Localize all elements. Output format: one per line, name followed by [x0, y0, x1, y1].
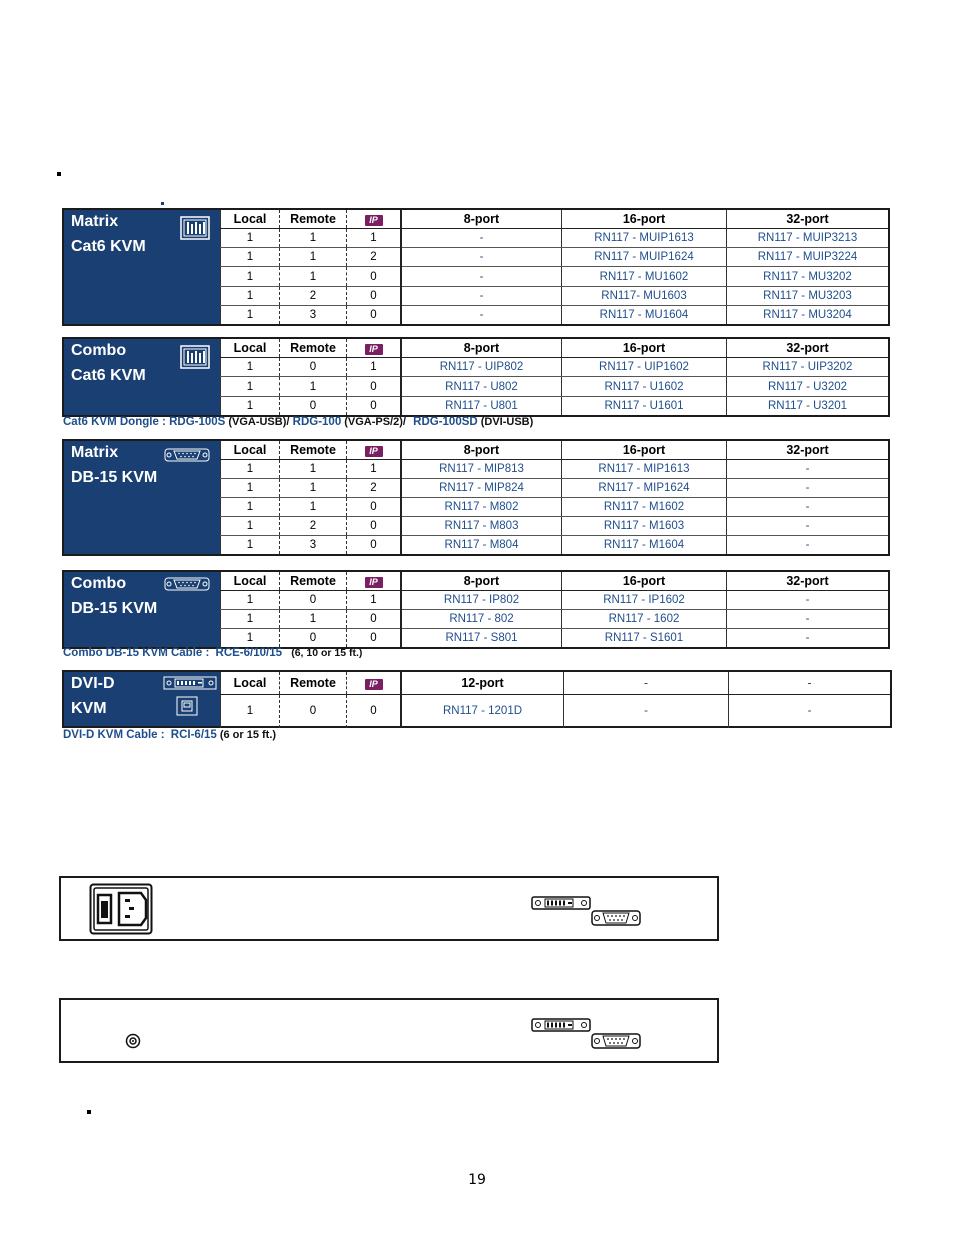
cell-remote: 1	[280, 248, 347, 267]
cell-local: 1	[221, 377, 280, 396]
cell-32port: RN117 - MU3202	[727, 267, 889, 286]
header-32port: 32-port	[727, 572, 889, 591]
cell-ip: 0	[347, 694, 402, 728]
cell-32port: RN117 - MU3203	[727, 286, 889, 305]
cell-8port: RN117 - S801	[401, 629, 562, 648]
table-row	[221, 460, 889, 479]
cell-local: 1	[221, 229, 280, 248]
cell-32port: RN117 - MU3204	[727, 305, 889, 324]
header-remote: Remote	[280, 210, 347, 229]
product-code: RDG-100	[292, 416, 342, 428]
header-8port: 8-port	[401, 441, 562, 460]
cell-ip: 0	[347, 498, 402, 517]
header-local: Local	[221, 441, 280, 460]
category-subtitle: DB-15 KVM	[71, 600, 158, 617]
cell-remote: 1	[280, 479, 347, 498]
cell-32port: -	[729, 694, 891, 728]
header-16port: 16-port	[562, 441, 727, 460]
table-sidebar	[64, 441, 220, 554]
category-subtitle: DB-15 KVM	[71, 469, 158, 486]
header-8port: 8-port	[401, 210, 562, 229]
cat6-jack-icon	[180, 345, 210, 374]
header-16port: 16-port	[562, 339, 727, 358]
cell-remote: 1	[280, 229, 347, 248]
header-local: Local	[221, 210, 280, 229]
table-sidebar	[64, 572, 220, 647]
dvi-port-icon	[531, 1017, 591, 1038]
cell-remote: 3	[280, 536, 347, 555]
cell-32port: RN117 - MUIP3224	[727, 248, 889, 267]
cell-ip: 0	[347, 536, 402, 555]
cell-8port: RN117 - U802	[401, 377, 562, 396]
header-ip	[347, 572, 402, 591]
category-subtitle: Cat6 KVM	[71, 238, 146, 255]
kvm-table-matrix-db15	[62, 439, 890, 556]
rear-panel-ac	[59, 876, 719, 941]
table-row	[221, 267, 889, 286]
product-desc: (6, 10 or 15 ft.)	[291, 647, 363, 659]
model-table	[220, 441, 888, 554]
table-row	[221, 591, 889, 610]
vga-db15-port-icon	[164, 575, 210, 598]
table-row	[221, 377, 889, 396]
cell-ip: 1	[347, 358, 402, 377]
cell-16port: RN117 - MUIP1613	[562, 229, 727, 248]
cell-8port: RN117 - M802	[401, 498, 562, 517]
cell-16port: RN117 - 1602	[562, 610, 727, 629]
product-code: RCI-6/15	[170, 729, 217, 741]
product-code: RCE-6/10/15	[215, 647, 283, 659]
dvi-port-icon	[163, 676, 217, 695]
cell-remote: 0	[280, 591, 347, 610]
header-32port: 32-port	[727, 339, 889, 358]
ip-badge-icon: IP	[365, 344, 383, 355]
cell-16port: -	[564, 694, 729, 728]
header-local: Local	[221, 672, 280, 694]
table-row	[221, 536, 889, 555]
vga-db15-port-icon	[164, 446, 210, 469]
table-row	[221, 229, 889, 248]
cell-8port: RN117 - IP802	[401, 591, 562, 610]
table-header	[221, 672, 891, 694]
category-subtitle: Cat6 KVM	[71, 367, 146, 384]
cell-remote: 0	[280, 358, 347, 377]
cell-32port: RN117 - UIP3202	[727, 358, 889, 377]
cell-8port: RN117 - M803	[401, 517, 562, 536]
cell-8port: -	[401, 267, 562, 286]
table-row	[221, 286, 889, 305]
header-remote: Remote	[280, 441, 347, 460]
model-table	[220, 672, 890, 728]
table-header	[221, 572, 889, 591]
cell-32port: -	[727, 479, 889, 498]
table-sidebar	[64, 210, 220, 324]
cell-ip: 0	[347, 517, 402, 536]
category-title: Matrix	[71, 444, 119, 461]
cell-8port: -	[401, 229, 562, 248]
cell-remote: 0	[280, 629, 347, 648]
cell-16port: RN117 - MU1602	[562, 267, 727, 286]
cat6-dongle-note	[63, 416, 533, 428]
note-label: Cat6 KVM Dongle :	[63, 416, 166, 428]
table-sidebar	[64, 672, 220, 726]
cell-remote: 1	[280, 498, 347, 517]
header-ip	[347, 339, 402, 358]
usb-b-port-icon	[176, 696, 198, 721]
cell-8port: RN117 - U801	[401, 396, 562, 415]
cell-32port: -	[727, 591, 889, 610]
cell-local: 1	[221, 248, 280, 267]
header-remote: Remote	[280, 572, 347, 591]
cell-16port: RN117 - MUIP1624	[562, 248, 727, 267]
product-desc: (VGA-PS/2)/	[344, 416, 406, 428]
cell-32port: -	[727, 517, 889, 536]
table-row	[221, 248, 889, 267]
cell-local: 1	[221, 591, 280, 610]
cell-32port: RN117 - U3202	[727, 377, 889, 396]
dvi-cable-note	[63, 729, 276, 741]
table-header	[221, 339, 889, 358]
ac-power-inlet-icon	[89, 883, 153, 940]
header-8port: 8-port	[401, 572, 562, 591]
cell-local: 1	[221, 460, 280, 479]
header-remote: Remote	[280, 339, 347, 358]
vga-port-icon	[591, 1032, 641, 1055]
cell-16port: RN117 - M1602	[562, 498, 727, 517]
cell-8port: RN117 - MIP813	[401, 460, 562, 479]
cell-16port: RN117 - M1603	[562, 517, 727, 536]
cell-32port: -	[727, 460, 889, 479]
cell-ip: 0	[347, 305, 402, 324]
cell-local: 1	[221, 498, 280, 517]
cell-32port: -	[727, 610, 889, 629]
table-header	[221, 441, 889, 460]
model-table	[220, 572, 888, 647]
cell-local: 1	[221, 286, 280, 305]
cell-remote: 3	[280, 305, 347, 324]
table-row	[221, 358, 889, 377]
model-table	[220, 210, 888, 324]
table-row	[221, 479, 889, 498]
header-32port: -	[729, 672, 891, 694]
cell-local: 1	[221, 629, 280, 648]
page-number: 19	[468, 1172, 486, 1188]
cell-local: 1	[221, 267, 280, 286]
cell-ip: 0	[347, 377, 402, 396]
cell-local: 1	[221, 694, 280, 728]
category-title: Combo	[71, 342, 127, 359]
cell-local: 1	[221, 517, 280, 536]
table-sidebar	[64, 339, 220, 415]
category-title: DVI-D	[71, 675, 115, 692]
cell-ip: 0	[347, 267, 402, 286]
marker-dot	[161, 202, 164, 205]
cell-8port: RN117 - UIP802	[401, 358, 562, 377]
header-16port: 16-port	[562, 210, 727, 229]
cell-16port: RN117 - UIP1602	[562, 358, 727, 377]
table-row	[221, 629, 889, 648]
header-remote: Remote	[280, 672, 347, 694]
cell-32port: RN117 - U3201	[727, 396, 889, 415]
cell-ip: 0	[347, 629, 402, 648]
cell-local: 1	[221, 610, 280, 629]
cell-ip: 0	[347, 396, 402, 415]
cell-16port: RN117 - S1601	[562, 629, 727, 648]
cell-8port: -	[401, 305, 562, 324]
rear-panel-dc	[59, 998, 719, 1063]
cell-local: 1	[221, 479, 280, 498]
cell-32port: -	[727, 536, 889, 555]
table-row	[221, 694, 891, 728]
ip-badge-icon: IP	[365, 215, 383, 226]
cell-16port: RN117 - IP1602	[562, 591, 727, 610]
cell-remote: 1	[280, 267, 347, 286]
cell-16port: RN117 - M1604	[562, 536, 727, 555]
header-16port: -	[564, 672, 729, 694]
cell-8port: RN117 - MIP824	[401, 479, 562, 498]
cell-remote: 2	[280, 286, 347, 305]
cell-32port: RN117 - MUIP3213	[727, 229, 889, 248]
cell-ip: 1	[347, 229, 402, 248]
cell-remote: 1	[280, 377, 347, 396]
header-local: Local	[221, 572, 280, 591]
table-row	[221, 498, 889, 517]
cat6-jack-icon	[180, 216, 210, 245]
cell-remote: 0	[280, 396, 347, 415]
cell-32port: -	[727, 498, 889, 517]
cell-8port: -	[401, 248, 562, 267]
header-32port: 32-port	[727, 441, 889, 460]
cell-16port: RN117 - U1601	[562, 396, 727, 415]
cell-remote: 1	[280, 610, 347, 629]
cell-remote: 2	[280, 517, 347, 536]
ip-badge-icon: IP	[365, 679, 383, 690]
list-bullet	[87, 1110, 91, 1114]
table-row	[221, 610, 889, 629]
cell-8port: -	[401, 286, 562, 305]
cell-16port: RN117 - MU1604	[562, 305, 727, 324]
category-title: Matrix	[71, 213, 119, 230]
product-desc: (DVI-USB)	[480, 416, 534, 428]
cell-32port: -	[727, 629, 889, 648]
cell-12port: RN117 - 1201D	[401, 694, 564, 728]
product-desc: (VGA-USB)/	[228, 416, 290, 428]
cell-remote: 1	[280, 460, 347, 479]
cell-ip: 0	[347, 286, 402, 305]
cell-ip: 2	[347, 479, 402, 498]
header-16port: 16-port	[562, 572, 727, 591]
category-title: Combo	[71, 575, 127, 592]
ip-badge-icon: IP	[365, 446, 383, 457]
category-subtitle: KVM	[71, 700, 107, 717]
product-code: RDG-100S	[169, 416, 226, 428]
kvm-table-dvi-d	[62, 670, 892, 728]
cell-local: 1	[221, 305, 280, 324]
model-table	[220, 339, 888, 415]
list-bullet	[57, 172, 61, 176]
cell-ip: 1	[347, 591, 402, 610]
note-label: DVI-D KVM Cable :	[63, 729, 165, 741]
vga-port-icon	[591, 909, 641, 932]
product-code: RDG-100SD	[413, 416, 478, 428]
cell-8port: RN117 - 802	[401, 610, 562, 629]
combo-db15-cable-note	[63, 647, 362, 659]
cell-8port: RN117 - M804	[401, 536, 562, 555]
header-ip	[347, 210, 402, 229]
cell-16port: RN117 - MIP1613	[562, 460, 727, 479]
cell-ip: 0	[347, 610, 402, 629]
table-row	[221, 396, 889, 415]
cell-16port: RN117 - U1602	[562, 377, 727, 396]
table-row	[221, 305, 889, 324]
header-8port: 8-port	[401, 339, 562, 358]
note-label: Combo DB-15 KVM Cable :	[63, 647, 210, 659]
kvm-table-combo-cat6	[62, 337, 890, 417]
header-ip	[347, 441, 402, 460]
kvm-table-matrix-cat6	[62, 208, 890, 326]
cell-local: 1	[221, 396, 280, 415]
cell-remote: 0	[280, 694, 347, 728]
cell-16port: RN117 - MIP1624	[562, 479, 727, 498]
product-desc: (6 or 15 ft.)	[219, 729, 277, 741]
header-local: Local	[221, 339, 280, 358]
header-12port: 12-port	[401, 672, 564, 694]
cell-ip: 2	[347, 248, 402, 267]
table-row	[221, 517, 889, 536]
dvi-port-icon	[531, 895, 591, 916]
cell-local: 1	[221, 358, 280, 377]
dc-power-jack-icon	[125, 1033, 141, 1054]
cell-ip: 1	[347, 460, 402, 479]
header-32port: 32-port	[727, 210, 889, 229]
ip-badge-icon: IP	[365, 577, 383, 588]
cell-16port: RN117- MU1603	[562, 286, 727, 305]
kvm-table-combo-db15	[62, 570, 890, 649]
table-header	[221, 210, 889, 229]
header-ip	[347, 672, 402, 694]
cell-local: 1	[221, 536, 280, 555]
